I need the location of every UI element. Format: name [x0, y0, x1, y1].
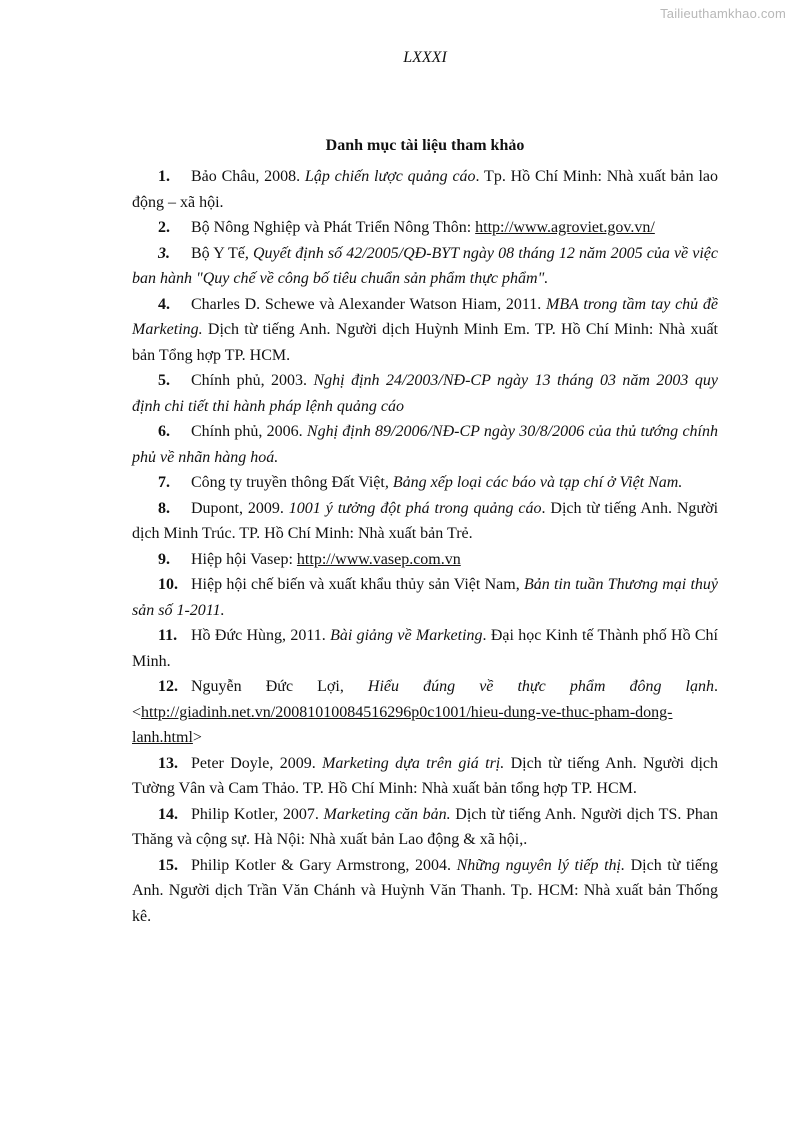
- reference-author: Chính phủ, 2003.: [191, 372, 314, 389]
- reference-author: Charles D. Schewe và Alexander Watson Hiam, 2011.: [191, 295, 547, 313]
- reference-link[interactable]: http://giadinh.net.vn/20081010084516296p0c1001/hieu-dung-ve-thuc-pham-dong-lanh.html: [132, 703, 673, 746]
- reference-publisher: . Đại học Kinh tế Thành phố Hồ Chí Minh.: [132, 627, 719, 670]
- reference-title: Nghị định 24/2003/NĐ-CP ngày 13 tháng 03 năm 2003 quy định chi tiết thi hành pháp lệnh quảng cáo: [132, 372, 718, 415]
- reference-title: Nghị định 89/2006/NĐ-CP ngày 30/8/2006 của thủ tướng chính phủ về nhãn hàng hoá.: [132, 423, 718, 466]
- reference-item: [132, 368, 718, 419]
- reference-publisher: . Tp. Hồ Chí Minh: Nhà xuất bản lao động – xã hội.: [132, 168, 718, 211]
- reference-link[interactable]: http://www.vasep.com.vn: [296, 550, 461, 568]
- reference-number: 3.: [158, 244, 170, 262]
- reference-title: 1001 ý tưởng đột phá trong quảng cáo: [288, 499, 542, 517]
- reference-item: [132, 164, 718, 215]
- reference-number: 14.: [158, 805, 178, 823]
- reference-number: 2.: [158, 219, 170, 236]
- reference-author: Công ty truyền thông Đất Việt: [191, 474, 385, 491]
- watermark: Tailieuthamkhao.com: [660, 6, 786, 21]
- reference-item: [132, 496, 718, 547]
- reference-publisher: Dịch từ tiếng Anh. Người dịch Tường Vân và Cam Thảo. TP. Hồ Chí Minh: Nhà xuất bản tổng hợp TP. HCM.: [132, 754, 718, 797]
- reference-item: [132, 623, 718, 674]
- reference-item: [132, 853, 718, 930]
- reference-title: Hiểu đúng về thực phẩm đông lạnh: [367, 678, 714, 695]
- reference-author: Hồ Đức Hùng, 2011.: [191, 627, 331, 644]
- reference-title: Marketing dựa trên giá trị.: [322, 754, 505, 772]
- reference-link[interactable]: http://www.agroviet.gov.vn/: [475, 219, 655, 236]
- reference-item: [132, 802, 718, 853]
- reference-number: 11.: [158, 627, 178, 644]
- reference-title: Bài giảng về Marketing: [330, 627, 483, 644]
- reference-number: 4.: [158, 295, 170, 313]
- reference-author: Bảo Châu, 2008.: [191, 168, 305, 185]
- reference-number: 9.: [158, 550, 170, 568]
- reference-number: 12.: [158, 678, 178, 695]
- reference-number: 15.: [158, 856, 178, 874]
- reference-author: Bộ Y Tế,: [191, 244, 253, 262]
- reference-item: [132, 419, 718, 470]
- reference-publisher: . <: [132, 678, 718, 721]
- reference-author: Nguyễn Đức Lợi,: [191, 678, 368, 695]
- reference-item: [132, 751, 718, 802]
- reference-number: 1.: [158, 168, 170, 185]
- reference-number: 7.: [158, 474, 170, 491]
- page-number: LXXXI: [403, 49, 447, 66]
- reference-author: Philip Kotler & Gary Armstrong, 2004.: [191, 856, 457, 874]
- reference-item: [132, 215, 718, 241]
- reference-author: Dupont, 2009.: [191, 499, 289, 517]
- page-title: Danh mục tài liệu tham khảo: [325, 137, 525, 154]
- reference-publisher: Dịch từ tiếng Anh. Người dịch TS. Phan Thăng và cộng sự. Hà Nội: Nhà xuất bản Lao động & xã hội,.: [132, 805, 719, 848]
- reference-number: 8.: [158, 499, 170, 517]
- reference-author: Hiệp hội chế biến và xuất khẩu thủy sản Việt Nam,: [191, 576, 524, 593]
- reference-number: 6.: [158, 423, 170, 440]
- reference-title: Những nguyên lý tiếp thị.: [456, 856, 625, 874]
- reference-publisher: Dịch từ tiếng Anh. Người dịch Huỳnh Minh Em. TP. Hồ Chí Minh: Nhà xuất bản Tổng hợp TP. HCM.: [132, 321, 718, 364]
- reference-author: Bộ Nông Nghiệp và Phát Triển Nông Thôn:: [191, 219, 476, 236]
- reference-suffix: >: [192, 729, 202, 746]
- reference-author: Chính phủ, 2006.: [191, 423, 307, 440]
- reference-number: 5.: [158, 372, 170, 389]
- reference-title: MBA trong tầm tay chủ đề Marketing.: [132, 295, 718, 338]
- reference-publisher: . Dịch từ tiếng Anh. Người dịch Minh Trúc. TP. Hồ Chí Minh: Nhà xuất bản Trẻ.: [132, 499, 719, 542]
- reference-number: 13.: [158, 754, 178, 772]
- reference-author: Hiệp hội Vasep:: [191, 550, 297, 568]
- reference-item: [132, 241, 718, 292]
- reference-item: [132, 572, 718, 623]
- reference-title: , Bảng xếp loại các báo và tạp chí ở Việt Nam.: [384, 474, 683, 491]
- reference-number: 10.: [158, 576, 178, 593]
- reference-title: Lập chiến lược quảng cáo: [304, 168, 476, 185]
- reference-list: [132, 164, 718, 929]
- reference-title: Marketing căn bản.: [323, 805, 451, 823]
- reference-author: Philip Kotler, 2007.: [191, 805, 324, 823]
- reference-item: [132, 547, 718, 573]
- reference-publisher: Dịch từ tiếng Anh. Người dịch Trần Văn Chánh và Huỳnh Văn Thanh. Tp. HCM: Nhà xuất bản Thống kê.: [132, 856, 719, 925]
- reference-item: [132, 470, 718, 496]
- reference-author: Peter Doyle, 2009.: [191, 754, 323, 772]
- reference-item: [132, 674, 718, 751]
- reference-title: Bản tin tuần Thương mại thuỷ sản số 1-2011.: [132, 576, 718, 619]
- reference-title: Quyết định số 42/2005/QĐ-BYT ngày 08 tháng 12 năm 2005 của về việc ban hành "Quy chế về công bố tiêu chuẩn sản phẩm thực phẩm".: [132, 244, 719, 287]
- reference-item: [132, 292, 718, 369]
